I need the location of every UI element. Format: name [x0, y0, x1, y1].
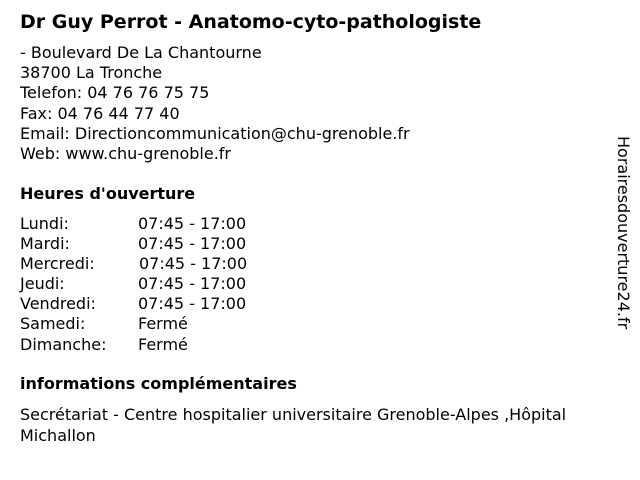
day-label: Vendredi: [20, 294, 96, 314]
website: Web: www.chu-grenoble.fr [20, 144, 231, 164]
page-title: Dr Guy Perrot - Anatomo-cyto-pathologiste [20, 11, 482, 33]
time-value: Fermé [138, 334, 188, 354]
email-address: Email: Directioncommunication@chu-grenoble.fr [20, 123, 410, 143]
phone-number: Telefon: 04 76 76 75 75 [20, 83, 210, 103]
additional-info-text: Secrétariat - Centre hospitalier universitaire Grenoble-Alpes ,Hôpital Michallon [20, 405, 567, 445]
contact-block [20, 43, 410, 164]
time-value: 07:45 - 17:00 [138, 214, 247, 233]
day-label: Samedi: [20, 314, 86, 334]
site-watermark: Horairesdouverture24.fr [614, 136, 633, 330]
day-label: Mercredi: [20, 254, 95, 274]
time-value: 07:45 - 17:00 [138, 234, 247, 254]
day-label: Mardi: [20, 234, 70, 254]
day-label: Dimanche: [20, 334, 107, 354]
additional-info-heading: informations complémentaires [20, 374, 297, 393]
day-label: Jeudi: [20, 274, 65, 294]
time-value: 07:45 - 17:00 [139, 254, 248, 274]
time-value: 07:45 - 17:00 [138, 294, 247, 314]
fax-number: Fax: 04 76 44 77 40 [20, 103, 180, 123]
day-label: Lundi: [20, 214, 69, 233]
time-value: Fermé [138, 314, 188, 334]
address-street: - Boulevard De La Chantourne [20, 43, 262, 62]
opening-hours-heading: Heures d'ouverture [20, 184, 196, 203]
time-value: 07:45 - 17:00 [138, 274, 247, 294]
address-city: 38700 La Tronche [20, 63, 163, 83]
